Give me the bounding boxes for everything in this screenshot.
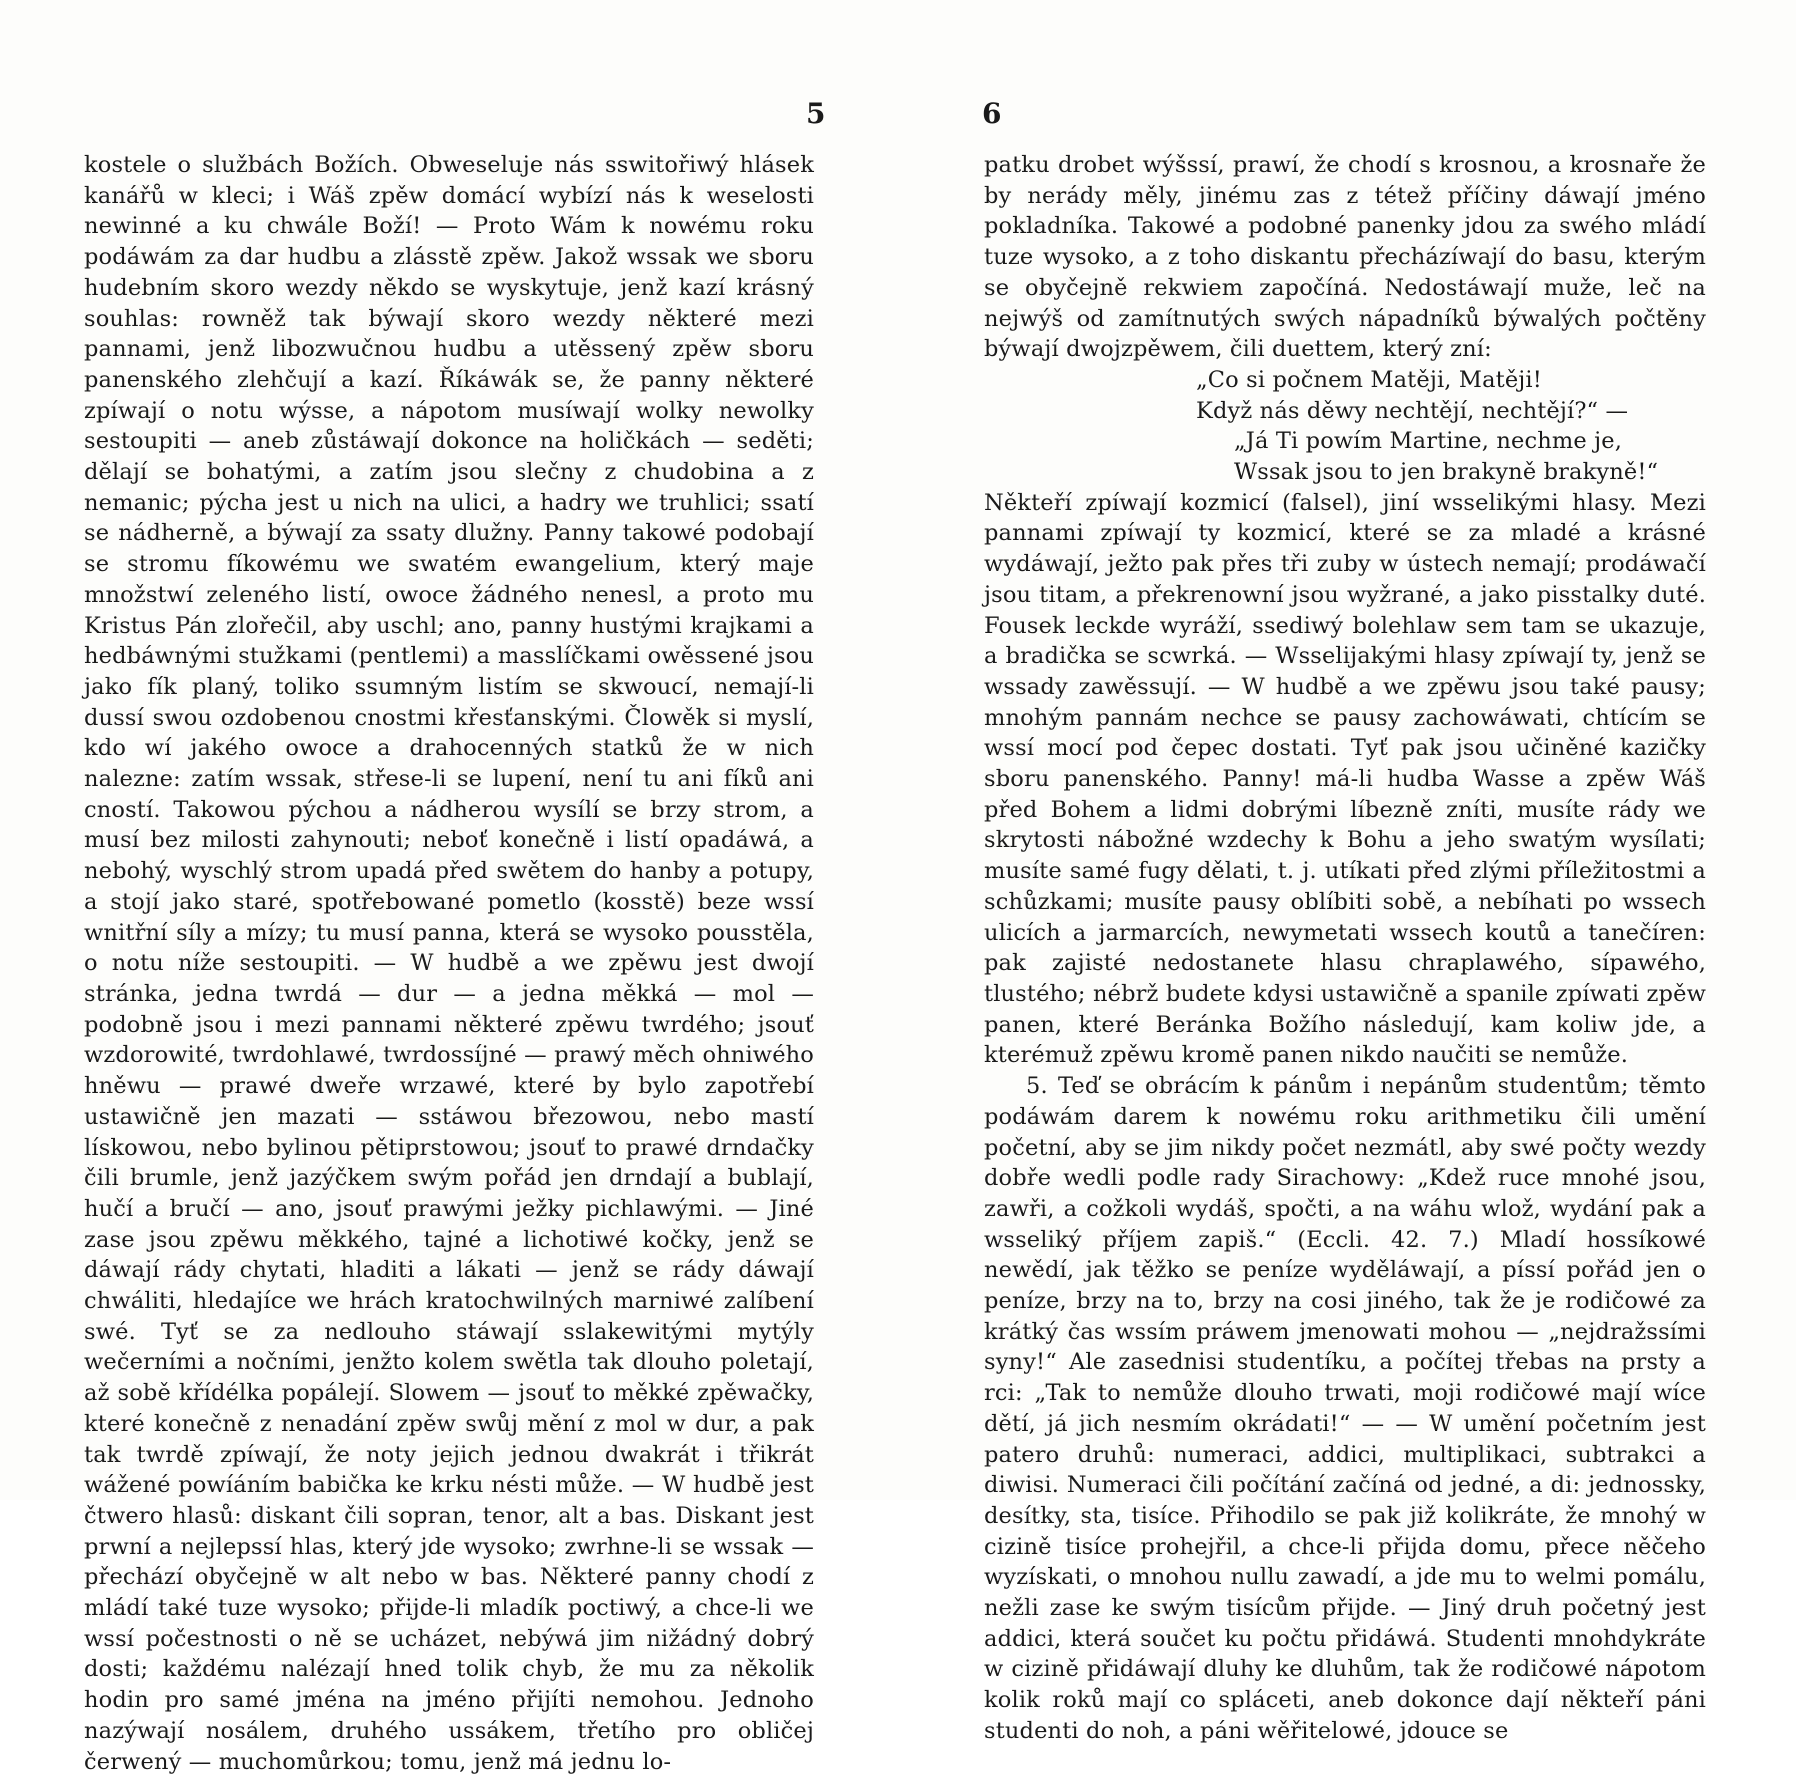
verse-line: Wssak jsou to jen brakyně brakyně!“ [1234, 459, 1659, 486]
verse-line: Když nás děwy nechtějí, nechtějí?“ — [1196, 397, 1629, 424]
verse-block [984, 365, 1706, 488]
verse-line: „Já Ti powím Martine, nechme je, [1234, 428, 1622, 455]
right-page [898, 0, 1796, 1744]
right-page-text [984, 150, 1706, 1747]
paragraph: kostele o službách Božích. Obweseluje nás sswitořiwý hlásek kanářů w kleci; i Wáš zpěw domácí wybízí nás k weselosti newinné a ku chwále Boží! — Proto Wám k nowému roku podáwám za dar hudbu a zlásstě zpěw. Jakož wssak we sboru hudebním skoro wezdy někdo se wyskytuje, jenž kazí krásný souhlas: rowněž tak býwají skoro wezdy některé mezi pannami, jenž libozwučnou hudbu a utěssený zpěw sboru panenského zlehčují a kazí. Říkáwák se, že panny některé zpíwají o notu wýsse, a nápotom musíwají wolky newolky sestoupiti — aneb zůstáwají dokonce na holičkách — seděti; dělají se bohatými, a zatím jsou slečny z chudobina a z nemanic; pýcha jest u nich na ulici, a hadry we truhlici; ssatí se nádherně, a býwají za ssaty dlužny. Panny takowé podobají se stromu fíkowému we swatém ewangelium, který maje množstwí zeleného listí, owoce žádného nenesl, a proto mu Kristus Pán zlořečil, aby uschl; ano, panny hustými krajkami a hedbáwnými stužkami (pentlemi) a masslíčkami owěssené jsou jako fík planý, toliko ssumným listím se skwoucí, nemají-li dussí swou ozdobenou cnostmi křesťanskými. Člowěk si myslí, kdo wí jakého owoce a drahocenných statků že w nich nalezne: zatím wssak, střese-li se lupení, není tu ani fíků ani cností. Takowou pýchou a nádherou wysílí se brzy strom, a musí bez milosti zahynouti; neboť konečně i listí opadáwá, a nebohý, wyschlý strom upadá před swětem do hanby a potupy, a stojí jako staré, spotřebowané pometlo (kosstě) beze wssí wnitřní síly a mízy; tu musí panna, která se wysoko pousstěla, o notu níže sestoupiti. — W hudbě a we zpěwu jest dwojí stránka, jedna twrdá — dur — a jedna měkká — mol — podobně jsou i mezi pannami některé zpěwu twrdého; jsouť wzdorowité, twrdohlawé, twrdossíjné — prawý měch ohniwého hněwu — prawé dweře wrzawé, které by bylo zapotřebí ustawičně jen mazati — sstáwou březowou, nebo mastí lískowou, nebo bylinou pětiprstowou; jsouť to prawé drndačky čili brumle, jenž jazýčkem swým pořád jen drndají a bublají, hučí a bručí — ano, jsouť prawými ježky pichlawými. — Jiné zase jsou zpěwu měkkého, tajné a lichotiwé kočky, jenž se dáwají rády chytati, hladiti a lákati — jenž se rády dáwají chwáliti, hledajíce we hrách kratochwilných marniwé zalíbení swé. Tyť se za nedlouho stáwají sslakewitými mytýly wečerními a nočními, jenžto kolem swětla tak dlouho poletají, až sobě křídélka popálejí. Slowem — jsouť to měkké zpěwačky, které konečně z nenadání zpěw swůj mění z mol w dur, a pak tak twrdě zpíwají, že noty jejich jednou dwakrát i třikrát wážené powíáním babička ke krku nésti může. — W hudbě jest čtwero hlasů: diskant čili sopran, tenor, alt a bas. Diskant jest prwní a nejlepssí hlas, který jde wysoko; zwrhne-li se wssak — přechází obyčejně w alt nebo w bas. Některé panny chodí z mládí také tuze wysoko; přijde-li mladík poctiwý, a chce-li we wssí počestnosti o ně se ucházet, nebýwá jim nižádný dobrý dosti; každému nalézají hned tolik chyb, že mu za několik hodin pro samé jména na jméno přijíti nemohou. Jednoho nazýwají nosálem, druhého ussákem, třetího pro obličej čerwený — muchomůrkou; tomu, jenž má jednu lo- [84, 152, 814, 1775]
page-number: 5 [806, 97, 826, 130]
page-number: 6 [982, 97, 1002, 130]
paragraph: patku drobet wýšssí, prawí, že chodí s krosnou, a krosnaře že by nerády měly, jinému zas z tétež příčiny dáwají jméno pokladníka. Takowé a podobné panenky jdou za swého mládí tuze wysoko, a z toho diskantu přecházíwají do basu, kterým se obyčejně rekwiem započíná. Nedostáwají muže, leč na nejwýš od zamítnutých swých nápadníků býwalých počtěny býwají dwojzpěwem, čili duettem, který zní: [984, 152, 1706, 363]
left-page-text [84, 150, 814, 1777]
verse-line: „Co si počnem Matěji, Matěji! [1196, 366, 1542, 393]
paragraph: Někteří zpíwají kozmicí (falsel), jiní wsselikými hlasy. Mezi pannami zpíwají ty kozmicí, které se za mladé a krásné wydáwají, ježto pak přes tři zuby w ústech nemají; prodáwačí jsou titam, a překrenowní jsou wyžrané, a jako pisstalky duté. Fousek leckde wyráží, ssediwý bolehlaw sem tam se ukazuje, a bradička se scwrká. — Wsselijakými hlasy zpíwají ty, jenž se wssady zawěssují. — W hudbě a we zpěwu jsou také pausy; mnohým pannám nechce se pausy zachowáwati, chtícím se wssí mocí pod čepec dostati. Tyť pak jsou učiněné kazičky sboru panenského. Panny! má-li hudba Wasse a zpěw Wáš před Bohem a lidmi dobrými líbezně zníti, musíte rády we skrytosti nábožné wzdechy k Bohu a jeho swatým wysílati; musíte samé fugy dělati, t. j. utíkati před zlými příležitostmi a schůzkami; musíte pausy oblíbiti sobě, a nebíhati po wssech ulicích a jarmarcích, newymetati wssech koutů a tanečíren: pak zajisté nedostanete hlasu chraplawého, sípawého, tlustého; nébrž budete kdysi ustawičně a spanile zpíwati zpěw panen, které Beránka Božího následují, kam koliw jde, a kterémuž zpěwu kromě panen nikdo naučiti se nemůže. [984, 489, 1706, 1069]
left-page [0, 0, 898, 1775]
paragraph: 5. Teď se obrácím k pánům i nepánům studentům; těmto podáwám darem k nowému roku arithmetiku čili umění početní, aby se jim nikdy počet nezmátl, aby swé počty wezdy dobře wedli podle rady Sirachowy: „Kdež ruce mnohé jsou, zawři, a cožkoli wydáš, spočti, a na wáhu wlož, wydání pak a wsseliký příjem zapiš.“ (Eccli. 42. 7.) Mladí hossíkowé newědí, jak těžko se peníze wyděláwají, a píssí pořád jen o peníze, brzy na to, brzy na cosi jiného, tak že je rodičowé za krátký čas wssím práwem jmenowati mohou — „nejdražssími syny!“ Ale zasednisi studentíku, a počítej třebas na prsty a rci: „Tak to nemůže dlouho trwati, moji rodičowé mají wíce dětí, já jich nesmím okrádati!“ — — W umění početním jest patero druhů: numeraci, addici, multiplikaci, subtrakci a diwisi. Numeraci čili počítání začíná od jedné, a di: jednossky, desítky, sta, tisíce. Přihodilo se pak již kolikráte, že mnohý w cizině tisíce prohejřil, a chce-li přijda domu, přece něčeho wyzískati, o mnohou nullu zawadí, a jde mu to welmi pomálu, nežli zase ke swým tisícům přijde. — Jiný druh početný jest addici, která součet ku počtu přidáwá. Studenti mnohdykráte w cizině přidáwají dluhy ke dluhům, tak že rodičowé nápotom kolik roků mají co spláceti, aneb dokonce dají někteří páni studenti do noh, a páni wěřitelowé, jdouce se [984, 1073, 1706, 1744]
